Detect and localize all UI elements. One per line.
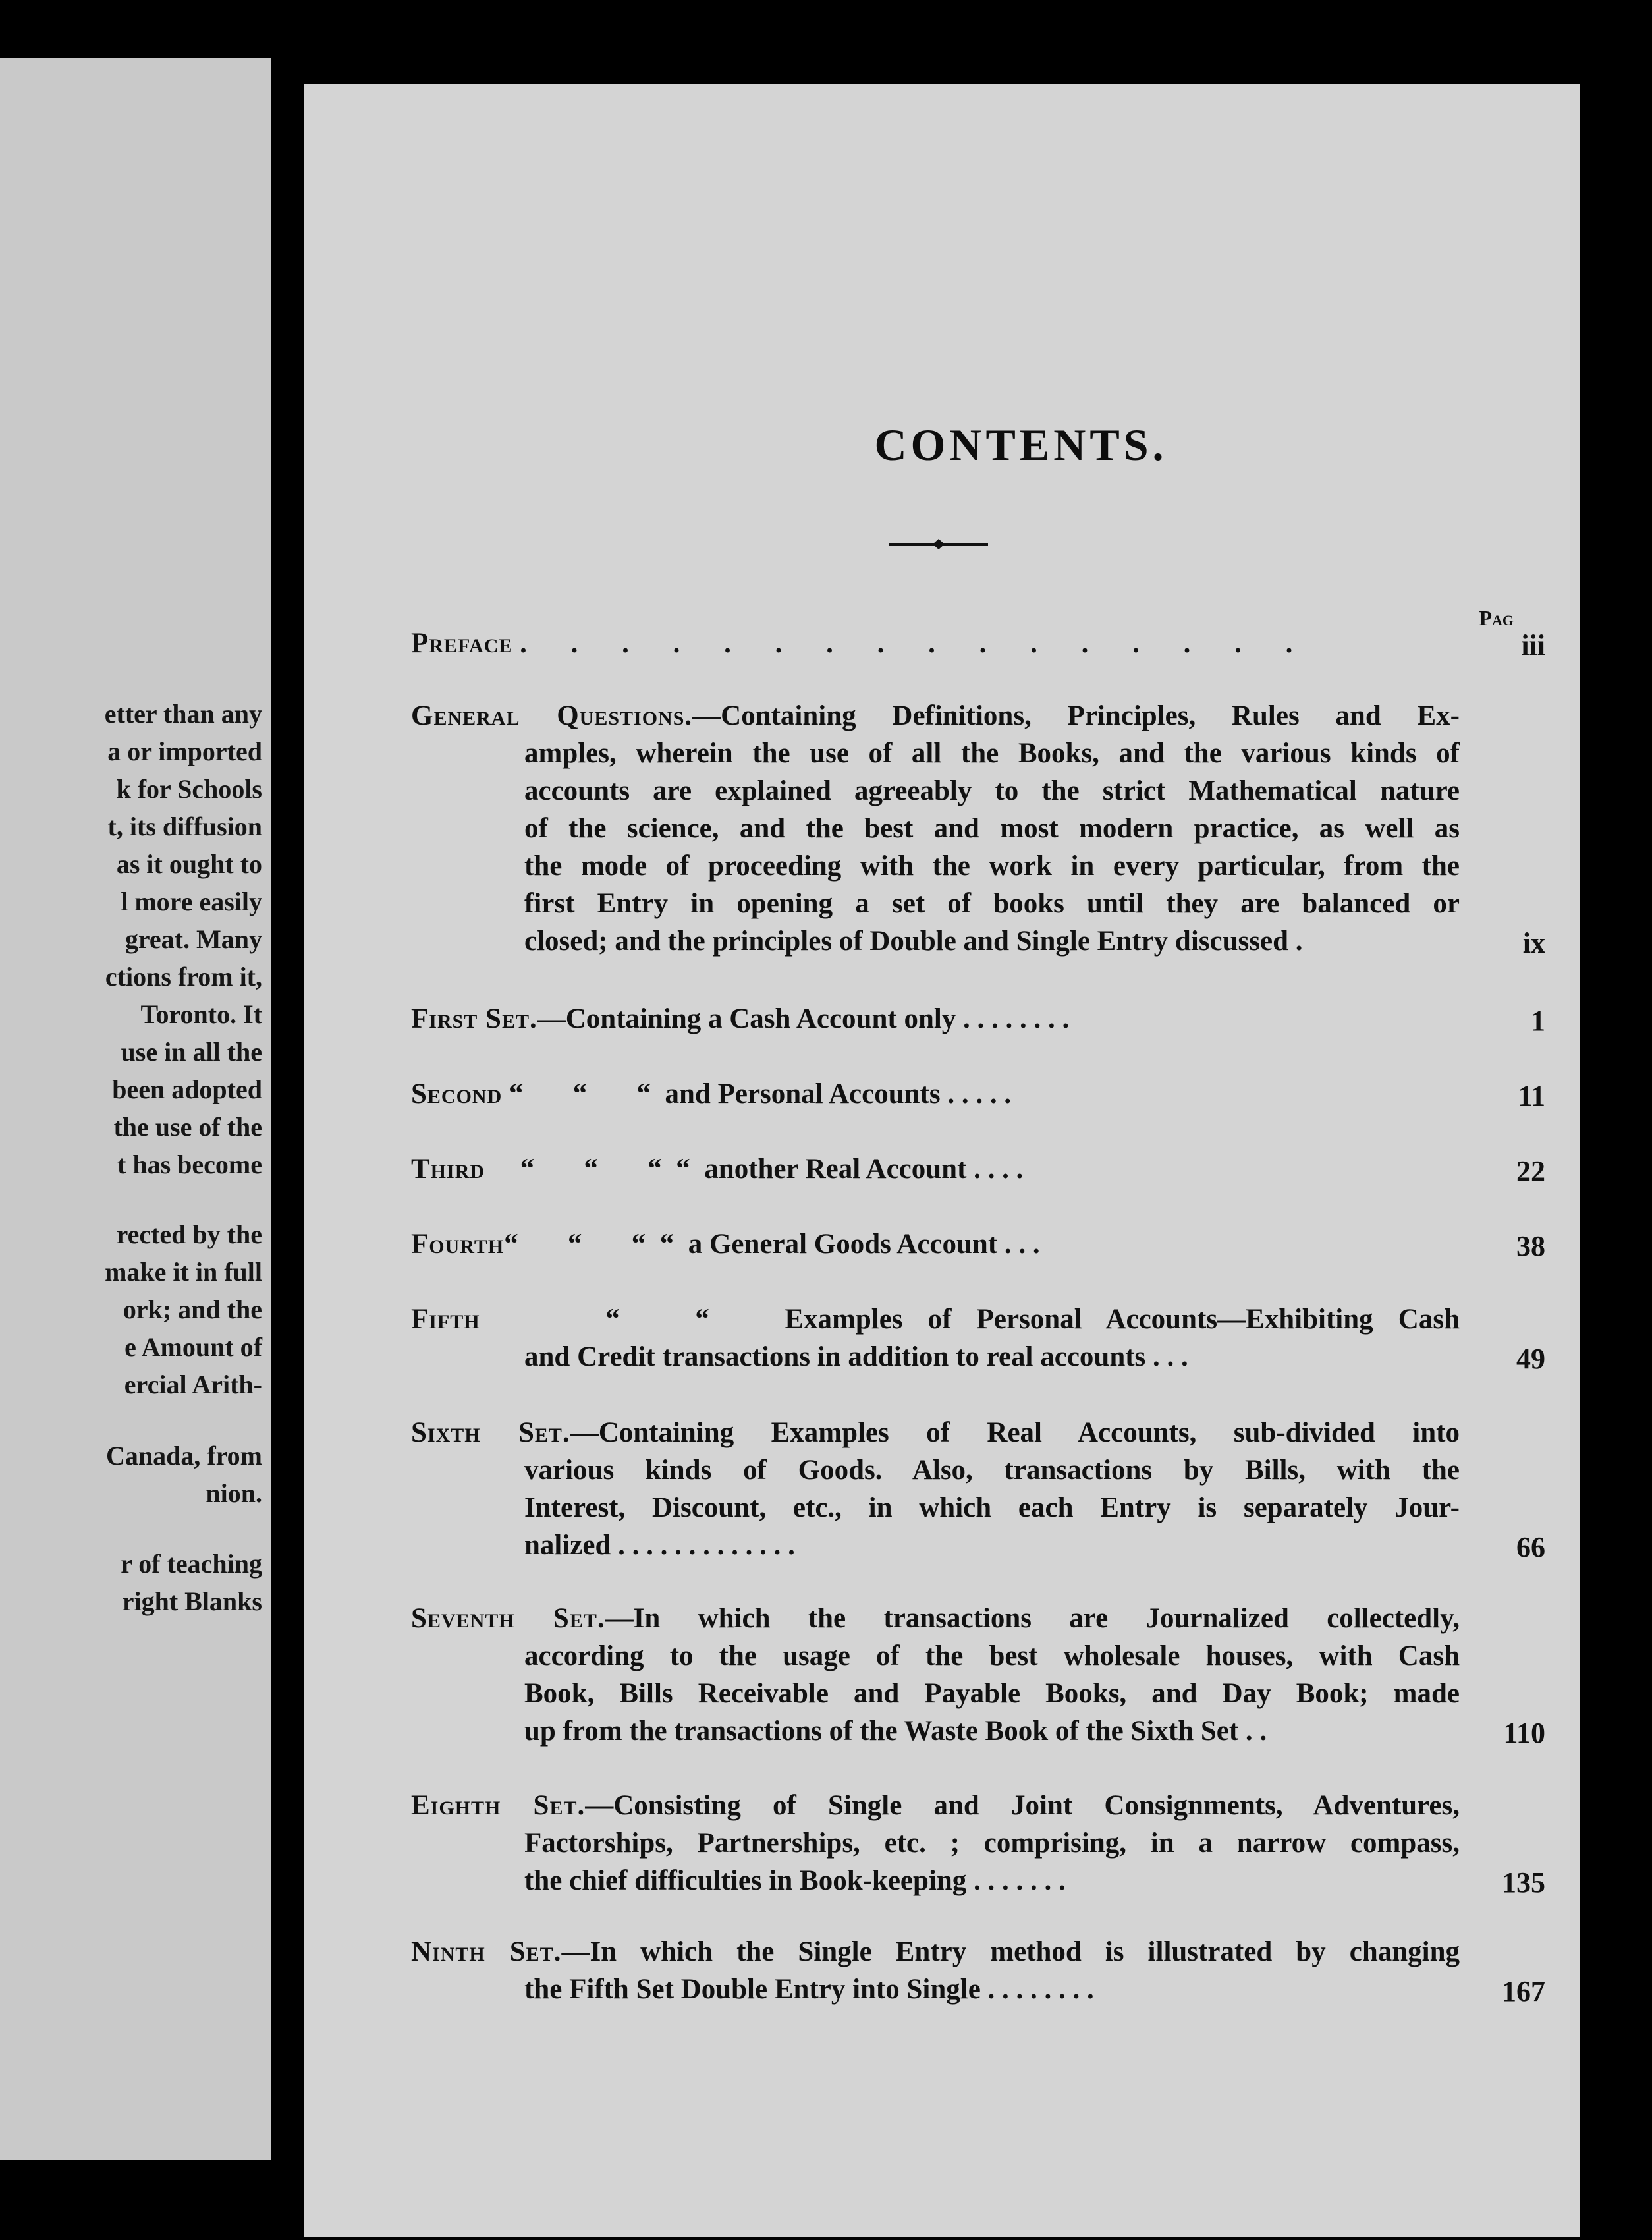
toc-entry-title: First Set. [411,1003,537,1034]
toc-line-text: “ “ Examples of Personal Accounts—Exhibiting Cash [605,1304,1460,1335]
toc-line: the mode of proceeding with the work in every particular, from the [524,851,1460,882]
toc-line [411,1414,1460,1451]
left-page-line: Canada, from [105,1441,262,1470]
left-page-line: been adopted [112,1075,262,1104]
toc-line [411,625,1460,662]
toc-line-text: “ “ “ and Personal Accounts . . . . . [509,1078,1012,1109]
toc-page-number: 110 [1503,1717,1545,1749]
toc-entry-title: Fifth [411,1304,480,1335]
toc-page-number: 38 [1516,1230,1545,1262]
left-page-line: t, its diffusion [107,812,262,841]
toc-leader: . . . . . . . . . . . . . . . . [520,628,1311,659]
toc-page-number: 167 [1502,1975,1545,2007]
toc-entry-title: General Questions. [411,700,693,731]
toc-line-text: —Containing Definitions, Principles, Rules and Ex- [692,700,1460,731]
toc-line: various kinds of Goods. Also, transactions by Bills, with the [524,1455,1460,1486]
toc-entry-title: Fourth [411,1229,505,1260]
toc-page-number: 135 [1502,1866,1545,1899]
toc-line-text: —Containing a Cash Account only . . . . . . . . [537,1003,1070,1034]
toc-line [411,1301,1460,1338]
left-page-line: nion. [206,1478,262,1508]
left-page-line: right Blanks [122,1586,262,1616]
toc-line: amples, wherein the use of all the Books, and the various kinds of [524,738,1460,769]
left-facing-page [0,58,271,2160]
toc-page-number: 49 [1516,1343,1545,1375]
toc-entry-title: Seventh Set. [411,1603,605,1634]
toc-line: up from the transactions of the Waste Book of the Sixth Set . . [524,1716,1267,1747]
toc-line: the Fifth Set Double Entry into Single . . . . . . . . [524,1974,1094,2005]
toc-entry-title: Sixth Set. [411,1417,570,1448]
toc-line [411,1075,1460,1113]
toc-entry-title: Preface [411,628,513,659]
toc-page-number: 66 [1516,1531,1545,1563]
toc-entry-title: Second [411,1078,503,1109]
toc-line-text: —In which the Single Entry method is illustrated by changing [561,1936,1460,1967]
toc-line-text: —Consisting of Single and Joint Consignments, Adventures, [585,1790,1460,1821]
ornament-rule-icon [889,539,988,549]
left-page-line: great. Many [124,924,262,954]
left-page-line: ercial Arith- [124,1370,262,1399]
toc-line [411,1150,1460,1188]
toc-line: closed; and the principles of Double and Single Entry discussed . [524,926,1303,957]
left-page-line: use in all the [121,1037,262,1067]
toc-entry-seventh-set [411,1600,1545,1750]
toc-line: and Credit transactions in addition to real accounts . . . [524,1341,1188,1372]
contents-page [304,84,1580,2237]
toc-line [411,697,1460,735]
left-page-line: k for Schools [116,774,262,804]
toc-line-text: “ “ “ “ another Real Account . . . . [520,1154,1024,1185]
toc-line: Factorships, Partnerships, etc. ; comprising, in a narrow compass, [524,1828,1460,1859]
toc-entry-title: Third [411,1154,485,1185]
toc-line-text: —Containing Examples of Real Accounts, sub-divided into [570,1417,1460,1448]
toc-line: Book, Bills Receivable and Payable Books, and Day Book; made [524,1678,1460,1709]
toc-entry-first-set [411,1000,1545,1038]
left-page-line: ork; and the [123,1295,262,1324]
toc-entry-preface [411,625,1545,662]
toc-line: first Entry in opening a set of books until they are balanced or [524,888,1460,919]
toc-entry-fourth-set [411,1225,1545,1263]
toc-page-number: iii [1521,629,1545,661]
left-page-line: make it in full [105,1257,262,1287]
left-page-line: etter than any [104,699,262,729]
toc-line-text: “ “ “ “ a General Goods Account . . . [504,1229,1040,1260]
toc-line: nalized . . . . . . . . . . . . . [524,1530,795,1561]
toc-entry-fifth-set [411,1301,1545,1376]
toc-page-number: 22 [1516,1155,1545,1187]
toc-entry-second-set [411,1075,1545,1113]
left-page-line: r of teaching [121,1549,262,1579]
left-page-line: l more easily [121,887,262,916]
toc-line-text: —In which the transactions are Journalized collectedly, [605,1603,1460,1634]
left-page-line: Toronto. It [140,999,262,1029]
left-page-line: as it ought to [116,849,262,879]
left-page-line: a or imported [107,737,262,766]
toc-page-number: 11 [1518,1080,1545,1112]
page-column-heading: Pag [1479,606,1514,630]
toc-entry-general-questions [411,697,1545,960]
toc-line: accounts are explained agreeably to the strict Mathematical nature [524,775,1460,806]
toc-line [411,1787,1460,1824]
toc-line [411,1000,1460,1038]
left-page-line: ctions from it, [105,962,262,992]
toc-line: Interest, Discount, etc., in which each Entry is separately Jour- [524,1492,1460,1523]
toc-entry-title: Eighth Set. [411,1790,586,1821]
toc-entry-title: Ninth Set. [411,1936,562,1967]
left-page-line: e Amount of [124,1332,262,1362]
toc-entry-eighth-set [411,1787,1545,1899]
toc-line [411,1933,1460,1971]
toc-line: of the science, and the best and most modern practice, as well as [524,813,1460,844]
toc-entry-third-set [411,1150,1545,1188]
toc-line: according to the usage of the best wholesale houses, with Cash [524,1640,1460,1671]
toc-page-number: ix [1522,927,1545,959]
left-page-line: the use of the [113,1112,262,1142]
toc-line: the chief difficulties in Book-keeping . . . . . . . [524,1865,1066,1896]
left-page-line: t has become [117,1150,262,1179]
toc-line [411,1225,1460,1263]
left-page-line: rected by the [116,1219,262,1249]
toc-entry-sixth-set [411,1414,1545,1564]
toc-line [411,1600,1460,1637]
toc-page-number: 1 [1531,1005,1545,1037]
toc-entry-ninth-set [411,1933,1545,2008]
page-title: CONTENTS. [874,420,1168,470]
